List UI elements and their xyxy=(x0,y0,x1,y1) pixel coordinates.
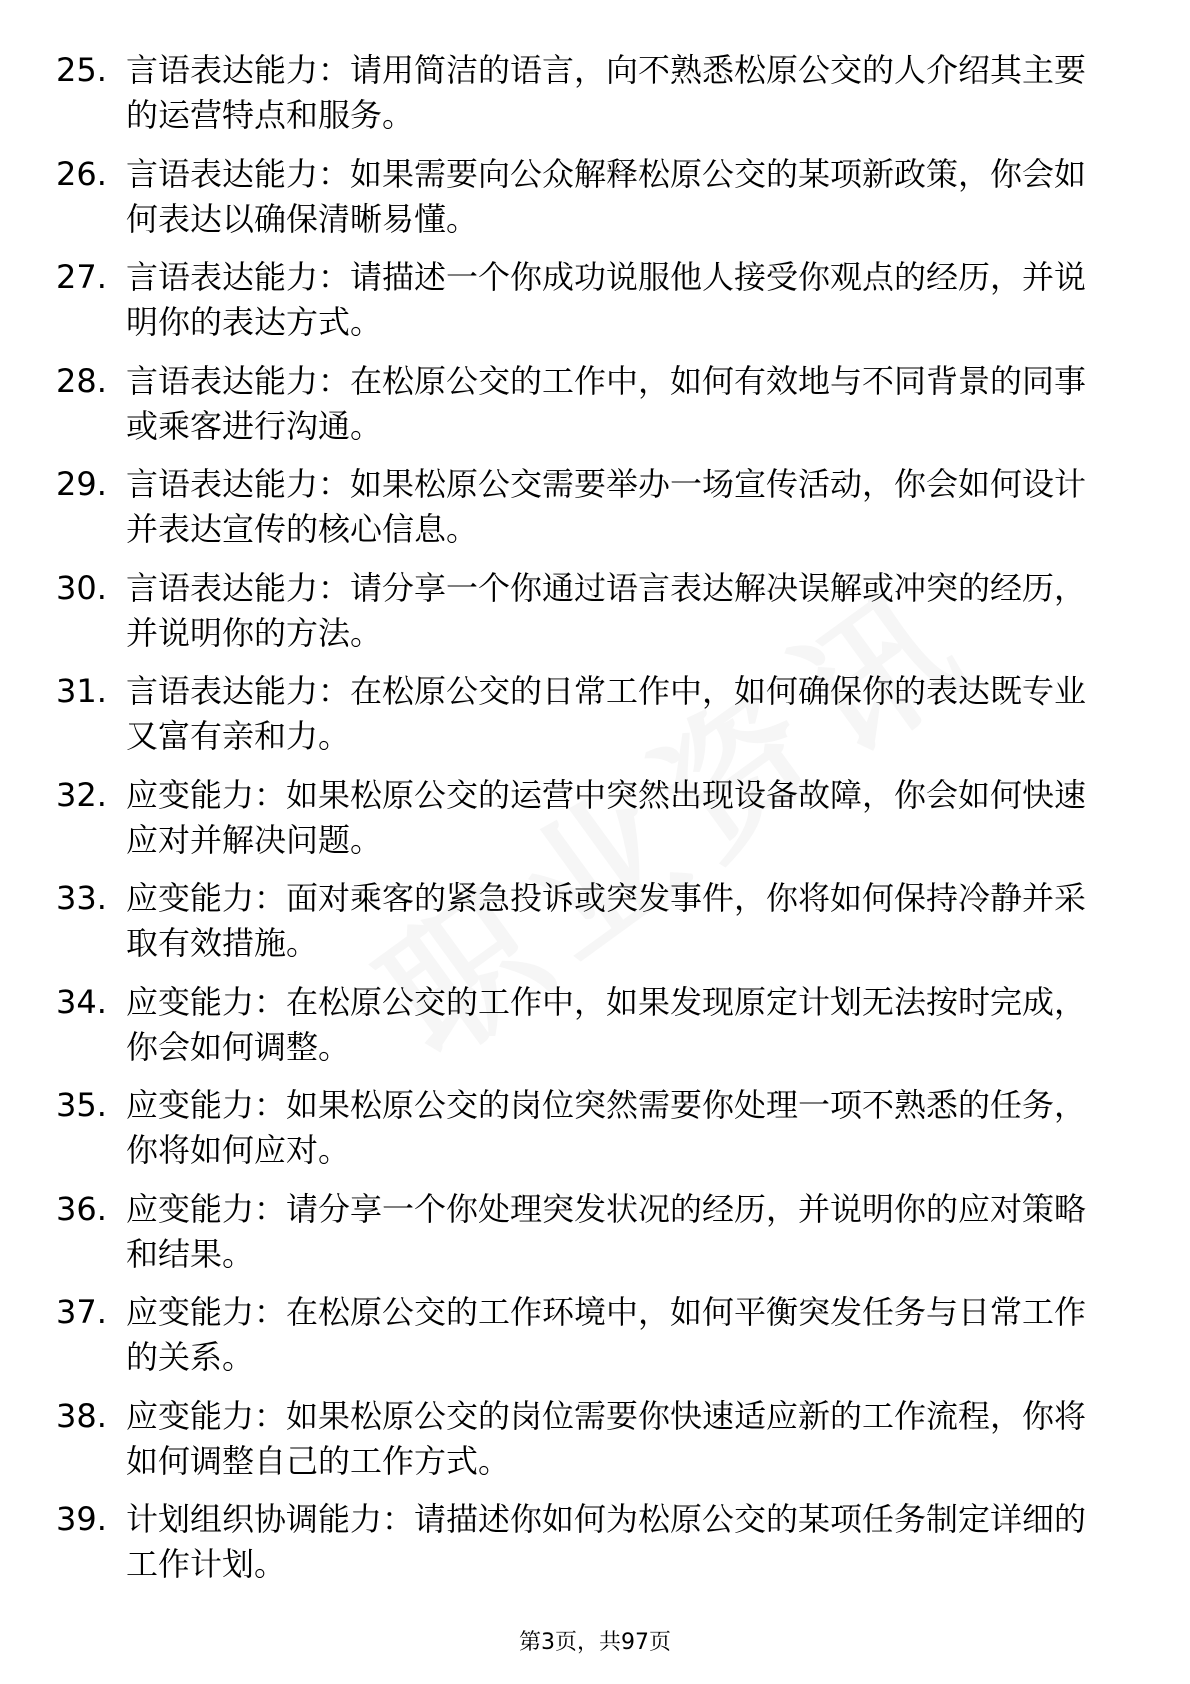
question-number: 30. xyxy=(56,568,107,607)
question-number: 34. xyxy=(56,982,107,1021)
question-number: 39. xyxy=(56,1500,107,1538)
question-text: 计划组织协调能力：请描述你如何为松原公交的某项任务制定详细的工作计划。 xyxy=(126,1500,1087,1583)
list-item xyxy=(0,876,1190,980)
question-text: 应变能力：如果松原公交的岗位突然需要你处理一项不熟悉的任务，你将如何应对。 xyxy=(126,1086,1087,1169)
question-text: 应变能力：在松原公交的工作环境中，如何平衡突发任务与日常工作的关系。 xyxy=(126,1293,1087,1376)
question-text: 言语表达能力：在松原公交的日常工作中，如何确保你的表达既专业又富有亲和力。 xyxy=(126,672,1087,755)
question-number: 28. xyxy=(56,361,107,400)
question-number: 36. xyxy=(56,1189,107,1228)
list-item xyxy=(0,566,1190,670)
question-number: 26. xyxy=(56,154,107,193)
page-footer: 第3页，共97页 xyxy=(519,1630,671,1655)
question-text: 应变能力：如果松原公交的岗位需要你快速适应新的工作流程，你将如何调整自己的工作方式。 xyxy=(126,1396,1087,1480)
question-number: 37. xyxy=(56,1293,107,1331)
list-item xyxy=(0,1394,1190,1498)
question-text: 言语表达能力：如果需要向公众解释松原公交的某项新政策，你会如何表达以确保清晰易懂。 xyxy=(126,154,1087,238)
list-item xyxy=(0,773,1190,877)
question-number: 25. xyxy=(56,51,107,89)
list-item xyxy=(0,152,1190,256)
question-number: 31. xyxy=(56,672,107,710)
question-text: 应变能力：如果松原公交的运营中突然出现设备故障，你会如何快速应对并解决问题。 xyxy=(126,775,1087,859)
question-text: 应变能力：请分享一个你处理突发状况的经历，并说明你的应对策略和结果。 xyxy=(126,1189,1087,1273)
list-item xyxy=(0,462,1190,566)
list-item xyxy=(0,1083,1190,1187)
question-text: 言语表达能力：请分享一个你通过语言表达解决误解或冲突的经历，并说明你的方法。 xyxy=(126,568,1087,652)
question-text: 言语表达能力：请用简洁的语言，向不熟悉松原公交的人介绍其主要的运营特点和服务。 xyxy=(126,51,1087,134)
list-item xyxy=(0,1497,1190,1601)
question-number: 33. xyxy=(56,879,107,917)
question-text: 言语表达能力：如果松原公交需要举办一场宣传活动，你会如何设计并表达宣传的核心信息。 xyxy=(126,465,1087,548)
list-item xyxy=(0,1187,1190,1291)
question-number: 29. xyxy=(56,465,107,503)
list-item xyxy=(0,980,1190,1084)
question-number: 27. xyxy=(56,258,107,296)
list-item xyxy=(0,48,1190,152)
list-item xyxy=(0,255,1190,359)
list-item xyxy=(0,669,1190,773)
question-text: 言语表达能力：请描述一个你成功说服他人接受你观点的经历，并说明你的表达方式。 xyxy=(126,258,1087,341)
question-text: 应变能力：在松原公交的工作中，如果发现原定计划无法按时完成，你会如何调整。 xyxy=(126,982,1087,1066)
question-number: 32. xyxy=(56,775,107,814)
question-number: 35. xyxy=(56,1086,107,1124)
list-item xyxy=(0,1290,1190,1394)
question-text: 应变能力：面对乘客的紧急投诉或突发事件，你将如何保持冷静并采取有效措施。 xyxy=(126,879,1087,962)
list-item xyxy=(0,359,1190,463)
question-text: 言语表达能力：在松原公交的工作中，如何有效地与不同背景的同事或乘客进行沟通。 xyxy=(126,361,1087,445)
question-list xyxy=(0,48,1190,1601)
question-number: 38. xyxy=(56,1396,107,1435)
